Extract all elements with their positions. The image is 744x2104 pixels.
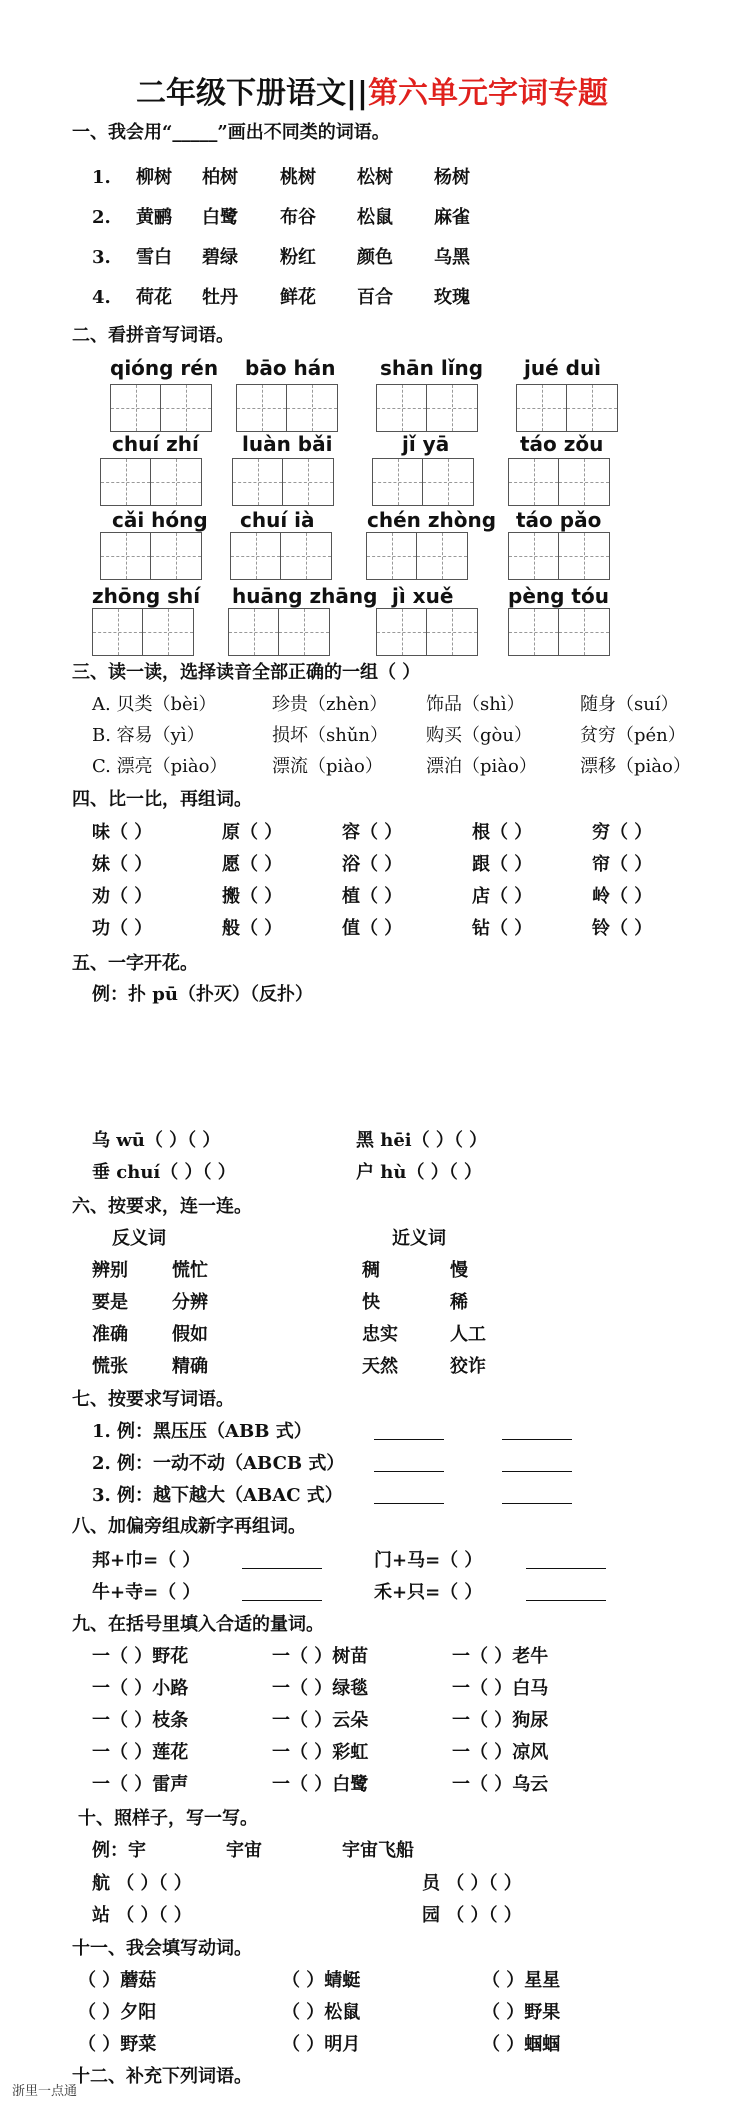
imitate-item: 员 （ ）（ ） <box>422 1873 522 1894</box>
tian-cell[interactable] <box>151 459 201 505</box>
option-item: 珍贵（zhèn） <box>272 694 388 715</box>
tian-grid-box[interactable] <box>508 458 610 506</box>
tian-grid-box[interactable] <box>376 608 478 656</box>
word-item: 麻雀 <box>434 207 470 228</box>
title-red: 第六单元字词专题 <box>367 76 608 111</box>
pinyin-label: táo zǒu <box>520 432 604 456</box>
answer-line[interactable] <box>502 1439 572 1440</box>
measure-word-item: 一（ ）老牛 <box>452 1646 549 1667</box>
compare-word-item: 浴（ ） <box>342 854 403 875</box>
tian-cell[interactable] <box>279 609 329 655</box>
tian-cell[interactable] <box>229 609 279 655</box>
pinyin-label: cǎi hóng <box>112 508 208 532</box>
radical-item: 牛+寺=（ ） <box>92 1582 201 1603</box>
match-word-item: 分辨 <box>172 1292 208 1313</box>
answer-line[interactable] <box>374 1503 444 1504</box>
measure-word-item: 一（ ）绿毯 <box>272 1678 369 1699</box>
tian-cell[interactable] <box>509 459 559 505</box>
option-item: 漂流（piào） <box>272 756 383 777</box>
flower-word-item: 乌 wū（ ）（ ） <box>92 1130 221 1151</box>
title-black: 二年级下册语文|| <box>136 76 368 111</box>
word-row-number: 1. <box>92 167 111 188</box>
match-word-item: 精确 <box>172 1356 208 1377</box>
answer-line[interactable] <box>374 1439 444 1440</box>
measure-word-item: 一（ ）雷声 <box>92 1774 189 1795</box>
match-word-item: 人工 <box>450 1324 486 1345</box>
match-word-item: 假如 <box>172 1324 208 1345</box>
word-item: 雪白 <box>136 247 172 268</box>
answer-line[interactable] <box>526 1600 606 1601</box>
imitate-item: 园 （ ）（ ） <box>422 1905 522 1926</box>
answer-line[interactable] <box>502 1503 572 1504</box>
word-item: 颜色 <box>357 247 393 268</box>
example-text: 例：宇 <box>92 1840 146 1861</box>
section-10-heading: 十、照样子，写一写。 <box>78 1808 258 1829</box>
section-3-heading: 三、读一读，选择读音全部正确的一组（ ） <box>72 662 421 683</box>
compare-word-item: 容（ ） <box>342 822 403 843</box>
option-item: 饰品（shì） <box>426 694 525 715</box>
pinyin-label: táo pǎo <box>516 508 602 532</box>
word-item: 粉红 <box>280 247 316 268</box>
section-7-heading: 七、按要求写词语。 <box>72 1389 234 1410</box>
section-9-heading: 九、在括号里填入合适的量词。 <box>72 1614 324 1635</box>
measure-word-item: 一（ ）白鹭 <box>272 1774 369 1795</box>
tian-cell[interactable] <box>417 533 467 579</box>
imitate-item: 站 （ ）（ ） <box>92 1905 192 1926</box>
measure-word-item: 一（ ）彩虹 <box>272 1742 369 1763</box>
tian-grid-box[interactable] <box>508 608 610 656</box>
section-6-heading: 六、按要求，连一连。 <box>72 1196 252 1217</box>
word-item: 荷花 <box>136 287 172 308</box>
tian-cell[interactable] <box>101 459 151 505</box>
verb-item: （ ）野果 <box>482 2002 561 2023</box>
measure-word-item: 一（ ）野花 <box>92 1646 189 1667</box>
section-12-heading: 十二、补充下列词语。 <box>72 2066 252 2087</box>
match-word-item: 准确 <box>92 1324 128 1345</box>
word-item: 百合 <box>357 287 393 308</box>
verb-item: （ ）星星 <box>482 1970 561 1991</box>
measure-word-item: 一（ ）莲花 <box>92 1742 189 1763</box>
tian-cell[interactable] <box>373 459 423 505</box>
answer-line[interactable] <box>242 1568 322 1569</box>
tian-cell[interactable] <box>111 385 161 431</box>
word-item: 黄鹂 <box>136 207 172 228</box>
verb-item: （ ）松鼠 <box>282 2002 361 2023</box>
match-word-item: 辨别 <box>92 1260 128 1281</box>
tian-cell[interactable] <box>283 459 333 505</box>
section-2-heading: 二、看拼音写词语。 <box>72 325 234 346</box>
tian-grid-box[interactable] <box>230 532 332 580</box>
tian-cell[interactable] <box>559 459 609 505</box>
match-word-item: 要是 <box>92 1292 128 1313</box>
tian-grid-box[interactable] <box>228 608 330 656</box>
verb-item: （ ）夕阳 <box>78 2002 157 2023</box>
example-text: 宇宙飞船 <box>342 1840 414 1861</box>
option-item: A. 贝类（bèi） <box>92 694 217 715</box>
pattern-example: 1. 例：黑压压（ABB 式） <box>92 1421 312 1442</box>
measure-word-item: 一（ ）乌云 <box>452 1774 549 1795</box>
radical-item: 邦+巾=（ ） <box>92 1550 201 1571</box>
tian-cell[interactable] <box>287 385 337 431</box>
verb-item: （ ）蘑菇 <box>78 1970 157 1991</box>
pinyin-label: shān lǐng <box>380 356 484 380</box>
pinyin-label: pèng tóu <box>508 584 609 608</box>
tian-cell[interactable] <box>423 459 473 505</box>
match-word-item: 快 <box>362 1292 380 1313</box>
measure-word-item: 一（ ）树苗 <box>272 1646 369 1667</box>
option-item: 购买（gòu） <box>426 725 532 746</box>
imitate-item: 航 （ ）（ ） <box>92 1873 192 1894</box>
answer-line[interactable] <box>374 1471 444 1472</box>
option-item: 漂泊（piào） <box>426 756 537 777</box>
compare-word-item: 味（ ） <box>92 822 153 843</box>
word-row-number: 3. <box>92 247 111 268</box>
pattern-example: 3. 例：越下越大（ABAC 式） <box>92 1485 343 1506</box>
pinyin-label: chuí ià <box>240 508 315 532</box>
pinyin-label: huāng zhāng <box>232 584 378 608</box>
word-item: 杨树 <box>434 167 470 188</box>
pinyin-label: luàn bǎi <box>242 432 333 456</box>
pinyin-label: jué duì <box>524 356 602 380</box>
verb-item: （ ）野菜 <box>78 2034 157 2055</box>
word-row-number: 4. <box>92 287 111 308</box>
option-item: 漂移（piào） <box>580 756 691 777</box>
tian-grid-box[interactable] <box>100 458 202 506</box>
tian-grid-box[interactable] <box>92 608 194 656</box>
compare-word-item: 劝（ ） <box>92 886 153 907</box>
match-word-item: 慌忙 <box>172 1260 208 1281</box>
compare-word-item: 穷（ ） <box>592 822 653 843</box>
match-word-item: 狡诈 <box>450 1356 486 1377</box>
match-word-item: 天然 <box>362 1356 398 1377</box>
tian-cell[interactable] <box>427 609 477 655</box>
measure-word-item: 一（ ）白马 <box>452 1678 549 1699</box>
tian-cell[interactable] <box>509 609 559 655</box>
measure-word-item: 一（ ）枝条 <box>92 1710 189 1731</box>
compare-word-item: 妹（ ） <box>92 854 153 875</box>
pinyin-label: qióng rén <box>110 356 219 380</box>
synonym-title: 近义词 <box>392 1228 446 1249</box>
tian-cell[interactable] <box>143 609 193 655</box>
measure-word-item: 一（ ）小路 <box>92 1678 189 1699</box>
radical-item: 禾+只=（ ） <box>374 1582 483 1603</box>
tian-grid-box[interactable] <box>236 384 338 432</box>
compare-word-item: 原（ ） <box>222 822 283 843</box>
tian-grid-box[interactable] <box>516 384 618 432</box>
section-4-heading: 四、比一比，再组词。 <box>72 789 252 810</box>
option-item: C. 漂亮（piào） <box>92 756 228 777</box>
word-item: 白鹭 <box>202 207 238 228</box>
example-text: 宇宙 <box>226 1840 262 1861</box>
tian-cell[interactable] <box>509 533 559 579</box>
word-item: 牡丹 <box>202 287 238 308</box>
example-text: 例：扑 pū（扑灭）（反扑） <box>92 984 313 1005</box>
tian-cell[interactable] <box>237 385 287 431</box>
pinyin-label: bāo hán <box>245 356 336 380</box>
tian-cell[interactable] <box>101 533 151 579</box>
option-item: 损坏（shǔn） <box>272 725 389 746</box>
section-1-heading: 一、我会用“_____”画出不同类的词语。 <box>72 122 390 143</box>
tian-cell[interactable] <box>367 533 417 579</box>
compare-word-item: 愿（ ） <box>222 854 283 875</box>
pinyin-label: zhōng shí <box>92 584 201 608</box>
compare-word-item: 岭（ ） <box>592 886 653 907</box>
flower-word-item: 户 hù（ ）（ ） <box>356 1162 482 1183</box>
pinyin-label: chuí zhí <box>112 432 199 456</box>
compare-word-item: 店（ ） <box>472 886 533 907</box>
measure-word-item: 一（ ）云朵 <box>272 1710 369 1731</box>
tian-cell[interactable] <box>517 385 567 431</box>
measure-word-item: 一（ ）凉风 <box>452 1742 549 1763</box>
answer-line[interactable] <box>242 1600 322 1601</box>
flower-word-item: 垂 chuí（ ）（ ） <box>92 1162 236 1183</box>
pinyin-label: jǐ yā <box>402 432 450 456</box>
word-item: 玫瑰 <box>434 287 470 308</box>
compare-word-item: 搬（ ） <box>222 886 283 907</box>
antonym-title: 反义词 <box>112 1228 166 1249</box>
pinyin-label: chén zhòng <box>367 508 497 532</box>
answer-line[interactable] <box>502 1471 572 1472</box>
verb-item: （ ）蝈蝈 <box>482 2034 561 2055</box>
tian-grid-box[interactable] <box>110 384 212 432</box>
measure-word-item: 一（ ）狗尿 <box>452 1710 549 1731</box>
compare-word-item: 般（ ） <box>222 918 283 939</box>
compare-word-item: 植（ ） <box>342 886 403 907</box>
verb-item: （ ）蜻蜓 <box>282 1970 361 1991</box>
section-5-heading: 五、一字开花。 <box>72 953 198 974</box>
match-word-item: 慢 <box>450 1260 468 1281</box>
tian-grid-box[interactable] <box>376 384 478 432</box>
tian-grid-box[interactable] <box>100 532 202 580</box>
word-item: 松鼠 <box>357 207 393 228</box>
match-word-item: 稀 <box>450 1292 468 1313</box>
match-word-item: 稠 <box>362 1260 380 1281</box>
option-item: 随身（suí） <box>580 694 679 715</box>
word-item: 松树 <box>357 167 393 188</box>
flower-word-item: 黑 hēi（ ）（ ） <box>356 1130 488 1151</box>
compare-word-item: 帘（ ） <box>592 854 653 875</box>
compare-word-item: 功（ ） <box>92 918 153 939</box>
tian-cell[interactable] <box>567 385 617 431</box>
verb-item: （ ）明月 <box>282 2034 361 2055</box>
compare-word-item: 值（ ） <box>342 918 403 939</box>
tian-cell[interactable] <box>377 385 427 431</box>
tian-grid-box[interactable] <box>372 458 474 506</box>
tian-grid-box[interactable] <box>366 532 468 580</box>
section-8-heading: 八、加偏旁组成新字再组词。 <box>72 1516 306 1537</box>
footer-watermark: 浙里一点通 <box>12 2084 78 2099</box>
word-item: 布谷 <box>280 207 316 228</box>
match-word-item: 慌张 <box>92 1356 128 1377</box>
section-11-heading: 十一、我会填写动词。 <box>72 1938 252 1959</box>
word-row-number: 2. <box>92 207 111 228</box>
word-item: 碧绿 <box>202 247 238 268</box>
tian-cell[interactable] <box>231 533 281 579</box>
radical-item: 门+马=（ ） <box>374 1550 483 1571</box>
compare-word-item: 跟（ ） <box>472 854 533 875</box>
compare-word-item: 根（ ） <box>472 822 533 843</box>
answer-line[interactable] <box>526 1568 606 1569</box>
word-item: 鲜花 <box>280 287 316 308</box>
page-title <box>0 68 744 112</box>
option-item: 贫穷（pén） <box>580 725 686 746</box>
word-item: 桃树 <box>280 167 316 188</box>
word-item: 乌黑 <box>434 247 470 268</box>
pattern-example: 2. 例：一动不动（ABCB 式） <box>92 1453 345 1474</box>
pinyin-label: jì xuě <box>392 584 454 608</box>
option-item: B. 容易（yì） <box>92 725 205 746</box>
tian-cell[interactable] <box>281 533 331 579</box>
word-item: 柏树 <box>202 167 238 188</box>
compare-word-item: 铃（ ） <box>592 918 653 939</box>
tian-grid-box[interactable] <box>508 532 610 580</box>
tian-grid-box[interactable] <box>232 458 334 506</box>
tian-cell[interactable] <box>161 385 211 431</box>
tian-cell[interactable] <box>151 533 201 579</box>
tian-cell[interactable] <box>559 609 609 655</box>
tian-cell[interactable] <box>93 609 143 655</box>
tian-cell[interactable] <box>427 385 477 431</box>
tian-cell[interactable] <box>233 459 283 505</box>
match-word-item: 忠实 <box>362 1324 398 1345</box>
tian-cell[interactable] <box>559 533 609 579</box>
tian-cell[interactable] <box>377 609 427 655</box>
compare-word-item: 钻（ ） <box>472 918 533 939</box>
word-item: 柳树 <box>136 167 172 188</box>
